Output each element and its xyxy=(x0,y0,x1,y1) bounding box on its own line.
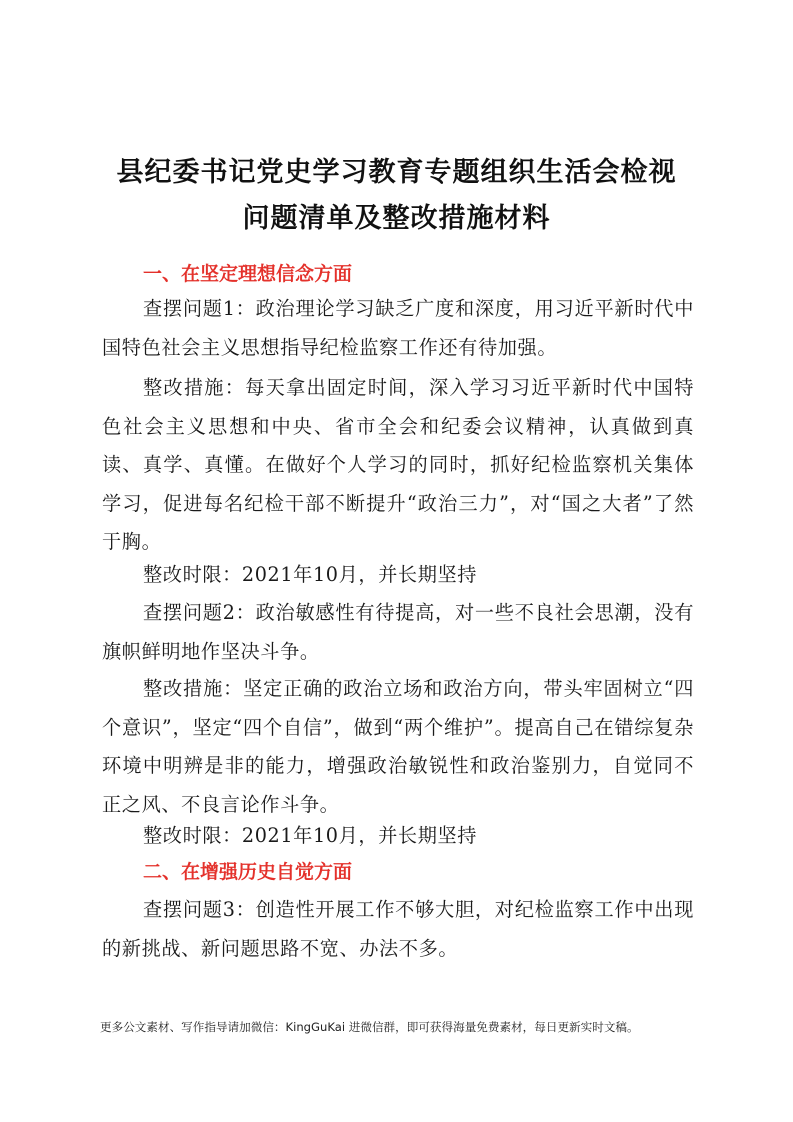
measure-paragraph-2: 整改措施：坚定正确的政治立场和政治方向，带头牢固树立“四个意识”，坚定“四个自信”，做到“两个维护”。提高自己在错综复杂环境中明辨是非的能力，增强政治敏锐性和政治鉴别力，自觉同不正之风、不良言论作斗争。 xyxy=(102,677,694,816)
document-title-line1: 县纪委书记党史学习教育专题组织生活会检视 xyxy=(116,157,677,188)
measure-paragraph-1: 整改措施：每天拿出固定时间，深入学习习近平新时代中国特色社会主义思想和中央、省市全会和纪委会议精神，认真做到真读、真学、真懂。在做好个人学习的同时，抓好纪检监察机关集体学习，促进每名纪检干部不断提升“政治三力”，对“国之大者”了然于胸。 xyxy=(102,376,694,553)
section-heading-2: 二、在增强历史自觉方面 xyxy=(143,861,353,883)
footer-note: 更多公文素材、写作指导请加微信：KingGuKai 进微信群，即可获得海量免费素材，每日更新实时文稿。 xyxy=(100,1020,639,1034)
problem-paragraph-1: 查摆问题1：政治理论学习缺乏广度和深度，用习近平新时代中国特色社会主义思想指导纪检监察工作还有待加强。 xyxy=(102,297,694,359)
section-heading-1: 一、在坚定理想信念方面 xyxy=(143,263,353,285)
document-title-line2: 问题清单及整改措施材料 xyxy=(242,203,551,234)
deadline-paragraph-2: 整改时限：2021年10月，并长期坚持 xyxy=(143,824,478,847)
problem-paragraph-3: 查摆问题3：创造性开展工作不够大胆，对纪检监察工作中出现的新挑战、新问题思路不宽、办法不多。 xyxy=(102,898,694,960)
deadline-paragraph-1: 整改时限：2021年10月，并长期坚持 xyxy=(143,563,478,586)
problem-paragraph-2: 查摆问题2：政治敏感性有待提高，对一些不良社会思潮，没有旗帜鲜明地作坚决斗争。 xyxy=(102,601,694,663)
